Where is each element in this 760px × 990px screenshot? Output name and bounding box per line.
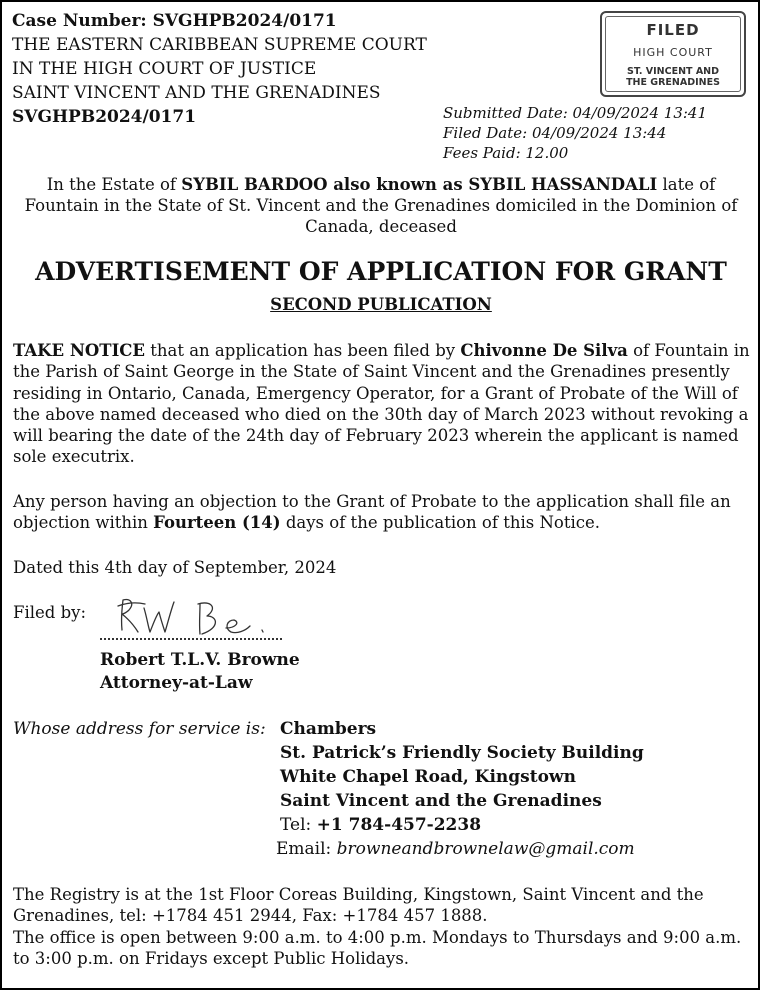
signature-line [100,638,282,640]
estate-prefix: In the Estate of [46,175,182,194]
address-road: White Chapel Road, Kingstown [280,767,576,787]
notice-lead: TAKE NOTICE [13,341,145,360]
address-country: Saint Vincent and the Grenadines [280,791,602,811]
objection-text-2: days of the publication of this Notice. [280,513,600,533]
registry-location: The Registry is at the 1st Floor Coreas Building, Kingstown, Saint Vincent and the Grenadines, tel: +1784 451 2944, Fax: +1784 457 1888. [13,885,704,926]
submitted-date: Submitted Date: 04/09/2024 13:41 [443,104,708,122]
address-label: Whose address for service is: [13,719,266,739]
stamp-place-line2: THE GRENADINES [626,77,720,88]
registry-paragraph [13,884,750,969]
stamp-filed-text: FILED [646,21,700,39]
address-chambers: Chambers [280,719,377,739]
deceased-name: SYBIL BARDOO also known as SYBIL HASSANDALI [181,175,658,194]
notice-paragraph [13,340,750,468]
objection-paragraph [13,491,750,534]
email-label: Email: [276,839,337,859]
address-building: St. Patrick’s Friendly Society Building [280,743,644,763]
attorney-name: Robert T.L.V. Browne [100,650,300,670]
court-name-line: THE EASTERN CARIBBEAN SUPREME COURT [12,35,427,55]
filed-date: Filed Date: 04/09/2024 13:44 [443,124,667,142]
case-reference: SVGHPB2024/0171 [12,107,197,127]
email-address: browneandbrownelaw@gmail.com [336,839,635,859]
estate-suffix: late of Fountain in the State of St. Vincent and the Grenadines domiciled in the Dominion of Canada, deceased [24,175,738,236]
stamp-court-text: HIGH COURT [633,46,713,59]
attorney-title: Attorney-at-Law [100,673,253,693]
phone-number: +1 784-457-2238 [316,815,482,835]
document-subtitle: SECOND PUBLICATION [270,295,492,314]
objection-text-1: Any person having an objection to the Grant of Probate to the application shall file an objection within [13,492,731,533]
filed-by-label: Filed by: [13,603,87,622]
fees-paid: Fees Paid: 12.00 [443,144,569,162]
case-number: Case Number: SVGHPB2024/0171 [12,11,337,31]
phone-label: Tel: [280,815,317,835]
dated-line: Dated this 4th day of September, 2024 [13,558,337,577]
filed-stamp [600,11,746,97]
signature-image [114,594,274,642]
objection-period: Fourteen (14) [153,513,281,533]
notice-text-2: of Fountain in the Parish of Saint George in the State of Saint Vincent and the Grenadines presently residing in Ontario, Canada, Emergency Operator, for a Grant of Probate of the Will of the above named deceased who died on the 30th day of March 2023 without revoking a will bearing the date of the 24th day of February 2023 wherein the applicant is named sole executrix. [13,341,750,467]
court-division-line: IN THE HIGH COURT OF JUSTICE [12,59,317,79]
stamp-place-line1: ST. VINCENT AND [626,66,720,77]
applicant-name: Chivonne De Silva [460,341,628,360]
document-title: ADVERTISEMENT OF APPLICATION FOR GRANT [35,257,727,286]
notice-text-1: that an application has been filed by [145,341,461,360]
address-phone [280,814,481,837]
registry-hours: The office is open between 9:00 a.m. to 4:00 p.m. Mondays to Thursdays and 9:00 a.m. to 3:00 p.m. on Fridays except Public Holidays. [13,927,742,968]
court-jurisdiction-line: SAINT VINCENT AND THE GRENADINES [12,83,381,103]
estate-statement [12,174,750,237]
address-email [276,838,635,861]
